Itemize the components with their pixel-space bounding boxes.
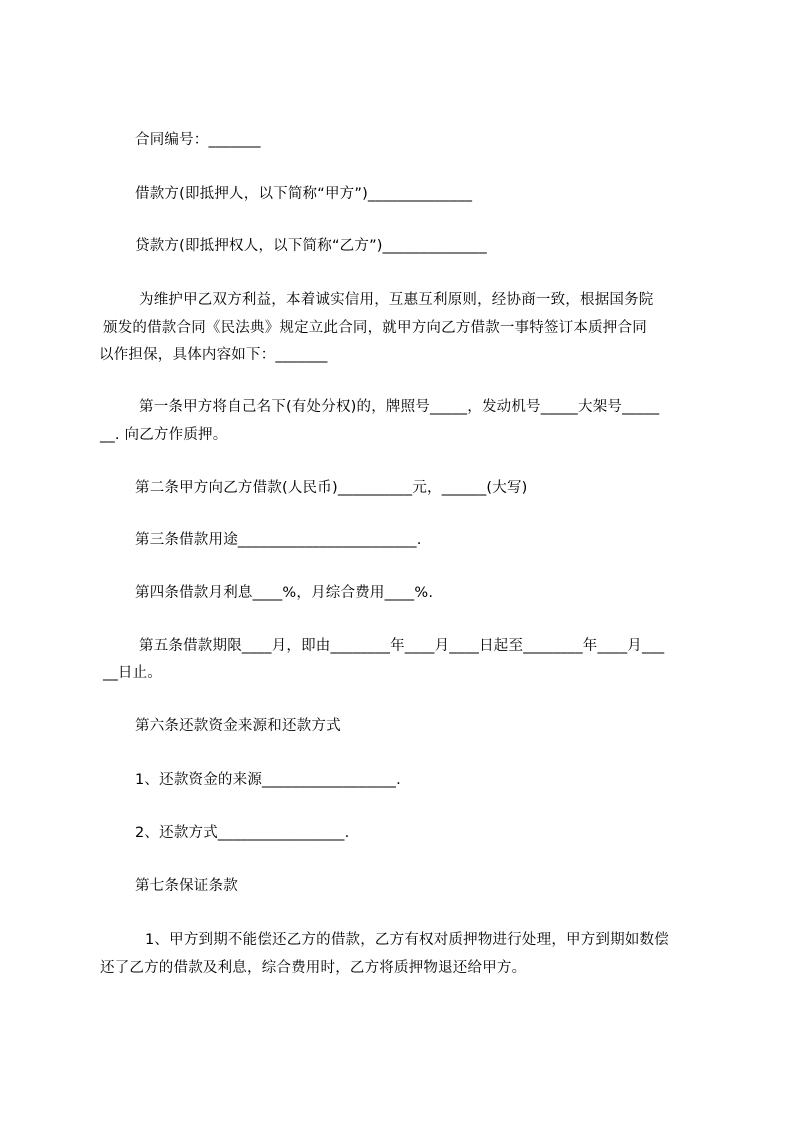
article-7-title: 第七条保证条款 [135, 878, 238, 894]
contract-number-line: 合同编号：_______ [135, 132, 261, 148]
article-6-item-1: 1、还款资金的来源__________________. [135, 772, 401, 788]
preamble-line-1: 为维护甲乙双方利益，本着诚实信用，互惠互利原则，经协商一致，根据国务院 [139, 292, 654, 308]
borrower-line: 借款方(即抵押人，以下简称“甲方”)______________ [135, 186, 473, 202]
article-2: 第二条甲方向乙方借款(人民币)__________元，______(大写) [135, 480, 528, 496]
article-7-item-1-line-1: 1、甲方到期不能偿还乙方的借款，乙方有权对质押物进行处理，甲方到期如数偿 [145, 932, 669, 948]
article-6-item-2: 2、还款方式_________________. [135, 825, 350, 841]
preamble-line-2: 颁发的借款合同《民法典》规定立此合同，就甲方向乙方借款一事特签订本质押合同 [103, 320, 647, 336]
lender-line: 贷款方(即抵押权人，以下简称“乙方”)______________ [135, 238, 487, 254]
article-5-line-2: __日止。 [103, 665, 162, 681]
article-7-item-1-line-2: 还了乙方的借款及利息，综合费用时，乙方将质押物退还给甲方。 [100, 960, 527, 976]
article-5-line-1: 第五条借款期限____月，即由________年____月____日起至________年____月___ [139, 638, 665, 654]
article-6-title: 第六条还款资金来源和还款方式 [135, 718, 341, 734]
article-1-line-1: 第一条甲方将自己名下(有处分权)的，牌照号_____，发动机号_____大架号_____ [139, 399, 660, 415]
preamble-line-3: 以作担保，具体内容如下：_______ [99, 347, 328, 363]
article-4: 第四条借款月利息____%，月综合费用____%. [135, 585, 434, 601]
article-1-line-2: __. 向乙方作质押。 [100, 427, 228, 443]
article-3: 第三条借款用途________________________. [135, 532, 422, 548]
